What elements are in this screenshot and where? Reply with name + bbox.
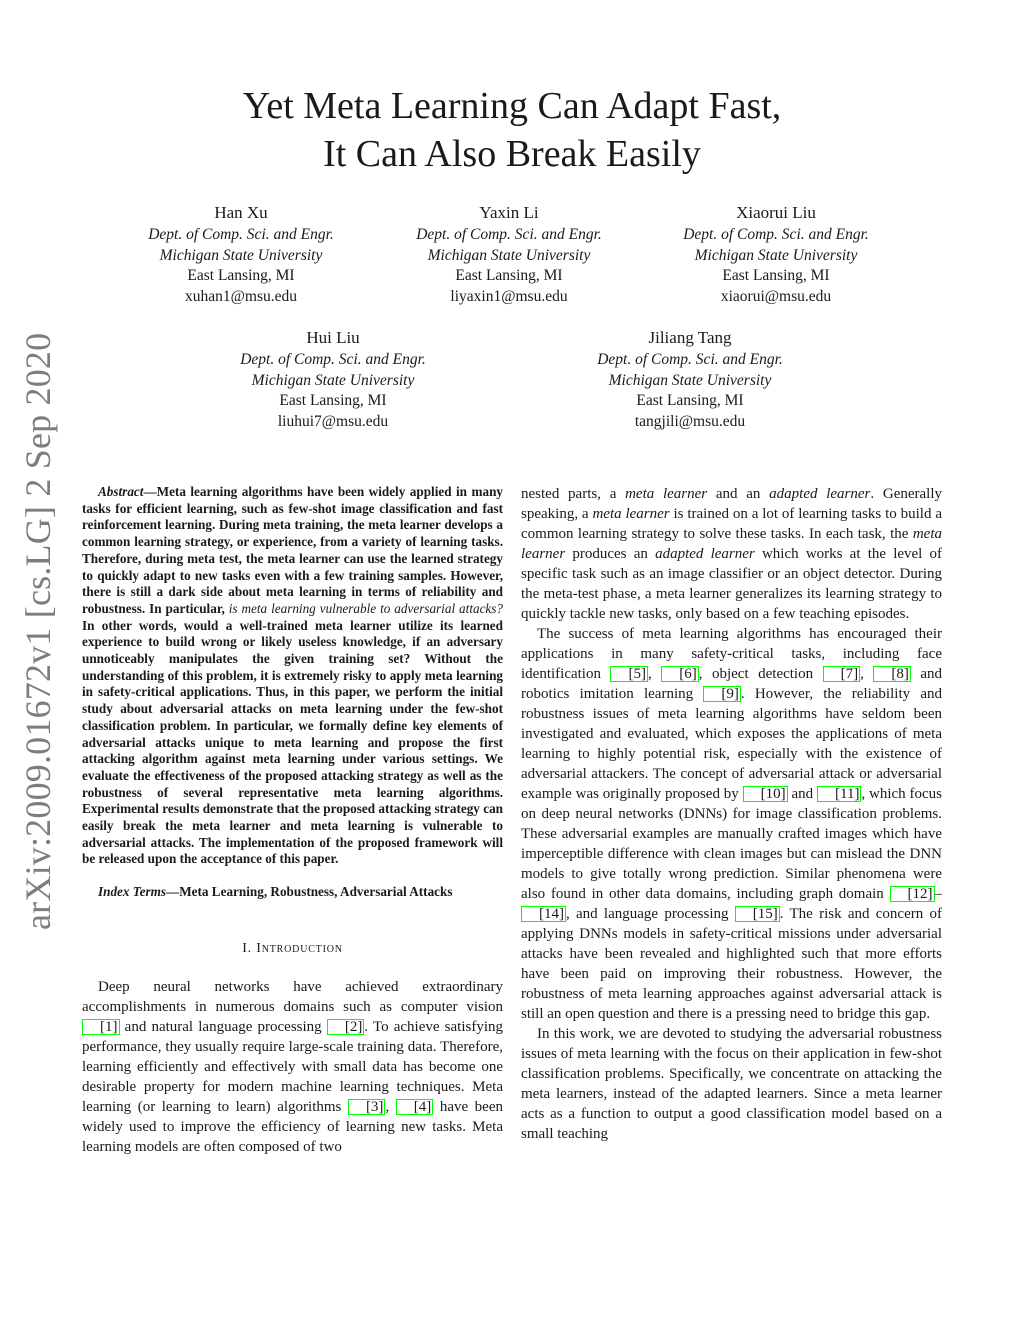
abstract-label: Abstract [98,484,144,499]
section-heading-introduction [82,939,503,959]
citation-link[interactable]: [6] [661,666,699,682]
author-name: Yaxin Li [479,203,539,222]
text-run: and robotics imitation learning [521,666,943,702]
author-location: East Lansing, MI [279,392,387,410]
author-dept: Dept. of Comp. Sci. and Engr. [683,226,869,243]
citation-link[interactable]: [5] [610,666,648,682]
emphasis: meta learner [592,506,670,522]
text-run: and [791,786,814,802]
author-block [193,326,473,433]
index-terms [82,884,503,901]
author-dept: Dept. of Comp. Sci. and Engr. [148,226,334,243]
author-name: Hui Liu [306,328,360,347]
citation-link[interactable]: [15] [735,906,780,922]
author-dept: Dept. of Comp. Sci. and Engr. [597,351,783,368]
text-run: , object detection [698,666,814,682]
citation-link[interactable]: [14] [521,906,566,922]
right-paragraph-1 [521,484,942,624]
text-run: . However, the reliability and robustness issues of meta learning algorithms have seldom been investigated and evaluated, which exposes the applications of meta learning to highly potential risk, especially with the existence of adversarial attackers. The concept of adversarial attack or adversarial example was originally proposed by [521,686,943,802]
abstract-question: is meta learning vulnerable to adversarial attacks? [228,600,504,616]
author-location: East Lansing, MI [187,267,295,285]
text-run: nested parts, a [521,486,617,502]
section-number: I. [242,940,252,956]
citation-link[interactable]: [11] [817,786,861,802]
author-name: Jiliang Tang [648,328,732,347]
section-title-rest: ntroduction [261,940,343,956]
abstract-text-2: In other words, would a well-trained meta learner utilize its learned experience to build wrong or likely useless knowledge, if an adversary unnoticeably manipulates the given training set? Without the understanding of this problem, it is extremely risky to apply meta learning in safety-critical applications. Thus, in this paper, we perform the initial study about adversarial attacks on meta learning under the few-shot classification problem. In particular, we formally define key elements of adversarial attacks unique to meta learning and propose the first attacking algorithm against meta learning under various settings. We evaluate the effectiveness of the proposed attacking strategy as well as the robustness of several representative meta learning algorithms. Experimental results demonstrate that the proposed attacking strategy can easily break the meta learner and meta learning is vulnerable to adversarial attacks. The implementation of the proposed framework will be released upon the acceptance of this paper. [82,617,503,867]
author-location: East Lansing, MI [722,267,830,285]
author-location: East Lansing, MI [455,267,563,285]
text-run: . Generally speaking, a [521,486,942,522]
paper-title [0,82,1024,178]
text-run: . The risk and concern of applying DNNs models in safety-critical missions under adversarial attacks have been revealed and highlighted such that more efforts have been paid on improving their robustness. However, the robustness of meta learning approaches against adversarial attack is still an open question and there is a pressing need to bridge this gap. [521,906,943,1022]
author-block [369,201,649,308]
author-univ: Michigan State University [427,246,591,264]
author-location: East Lansing, MI [636,392,744,410]
text-run: – [934,886,943,902]
author-dept: Dept. of Comp. Sci. and Engr. [416,226,602,243]
right-column [521,484,942,1144]
title-line-1: Yet Meta Learning Can Adapt Fast, [242,85,782,127]
author-email[interactable]: liyaxin1@msu.edu [450,288,568,306]
citation-link[interactable]: [9] [703,686,741,702]
left-column [82,484,503,1157]
author-block [550,326,830,433]
abstract-dash: — [143,484,157,499]
author-univ: Michigan State University [608,371,772,389]
author-dept: Dept. of Comp. Sci. and Engr. [240,351,426,368]
intro-paragraph-1 [82,977,503,1157]
author-name: Xiaorui Liu [736,203,816,222]
text-run: , [647,666,652,682]
text-run: , and language processing [566,906,729,922]
emphasis: meta learner [625,486,708,502]
abstract [82,484,503,868]
index-terms-label: Index Terms [98,884,167,900]
title-line-2: It Can Also Break Easily [323,133,701,175]
text-run: , which focus on deep neural networks (DNNs) for image classification problems. These adversarial examples are manually crafted images which have imperceptible difference with clean images but can mislead the DNN models to give totally wrong prediction. Similar phenomena were also found in other data domains, including graph domain [521,786,943,902]
emphasis: adapted learner [769,486,871,502]
text-run: and an [715,486,761,502]
index-terms-text: Meta Learning, Robustness, Adversarial Attacks [179,884,453,900]
text-run: The success of meta learning algorithms has encouraged their applications in many safety-critical tasks, including face identification [521,626,942,682]
author-email[interactable]: tangjili@msu.edu [634,413,746,431]
citation-link[interactable]: [12] [890,886,935,902]
citation-link[interactable]: [10] [743,786,788,802]
author-block [101,201,381,308]
text-run: have been widely used to improve the efficiency of learning new tasks. Meta learning models are often composed of two [82,1098,504,1155]
emphasis: meta learner [521,526,942,562]
text-run: produces an [572,546,648,562]
abstract-text-1: Meta learning algorithms have been widely applied in many tasks for efficient learning, such as few-shot image classification and fast reinforcement learning. During meta training, the meta learner develops a common learning strategy, or experience, from a variety of learning tasks. Therefore, during meta test, the meta learner can use the learned strategy to quickly adapt to new tasks even with a few training samples. However, there is still a dark side about meta learning in terms of reliability and robustness. In particular, [82,484,503,616]
emphasis: adapted learner [655,546,755,562]
text-run: is trained on a lot of learning tasks to build a common learning strategy to solve these tasks. In each task, the [521,506,942,542]
arxiv-identifier-stamp[interactable]: arXiv:2009.01672v1 [cs.LG] 2 Sep 2020 [18,332,58,930]
right-paragraph-2 [521,624,942,1024]
text-run: Deep neural networks have achieved extraordinary accomplishments in numerous domains such as computer vision [82,978,503,1015]
citation-link[interactable]: [2] [327,1019,365,1035]
text-run: , [385,1098,390,1115]
citation-link[interactable]: [4] [396,1099,434,1115]
citation-link[interactable]: [3] [348,1099,386,1115]
text-run: and natural language processing [124,1018,322,1035]
section-first-letter: I [256,940,262,956]
author-email[interactable]: xiaorui@msu.edu [720,288,832,306]
author-univ: Michigan State University [251,371,415,389]
author-name: Han Xu [214,203,268,222]
citation-link[interactable]: [1] [82,1019,120,1035]
author-univ: Michigan State University [694,246,858,264]
right-paragraph-3 [521,1024,942,1144]
index-terms-dash: — [166,884,180,900]
text-run: . To achieve satisfying performance, they usually require large-scale training data. Therefore, learning efficiently and effectively with small data has become one desirable property for modern machine learning techniques. Meta learning (or learning to learn) algorithms [82,1018,503,1115]
author-email[interactable]: xuhan1@msu.edu [185,288,297,306]
text-run: which works at the level of specific task such as an image classifier or an object detector. During the meta-test phase, a meta learner generalizes its learning strategy to quickly tackle new tasks, only based on a few teaching episodes. [521,546,943,622]
citation-link[interactable]: [7] [823,666,861,682]
citation-link[interactable]: [8] [873,666,911,682]
text-run: In this work, we are devoted to studying the adversarial robustness issues of meta learning with the focus on their application in few-shot classification problems. Specifically, we concentrate on attacking the meta learners, instead of the adapted learners. Since a meta learner acts as a function to output a good classification model based on a small teaching [521,1026,942,1142]
author-email[interactable]: liuhui7@msu.edu [277,413,389,431]
text-run: , [860,666,864,682]
author-block [636,201,916,308]
author-univ: Michigan State University [159,246,323,264]
